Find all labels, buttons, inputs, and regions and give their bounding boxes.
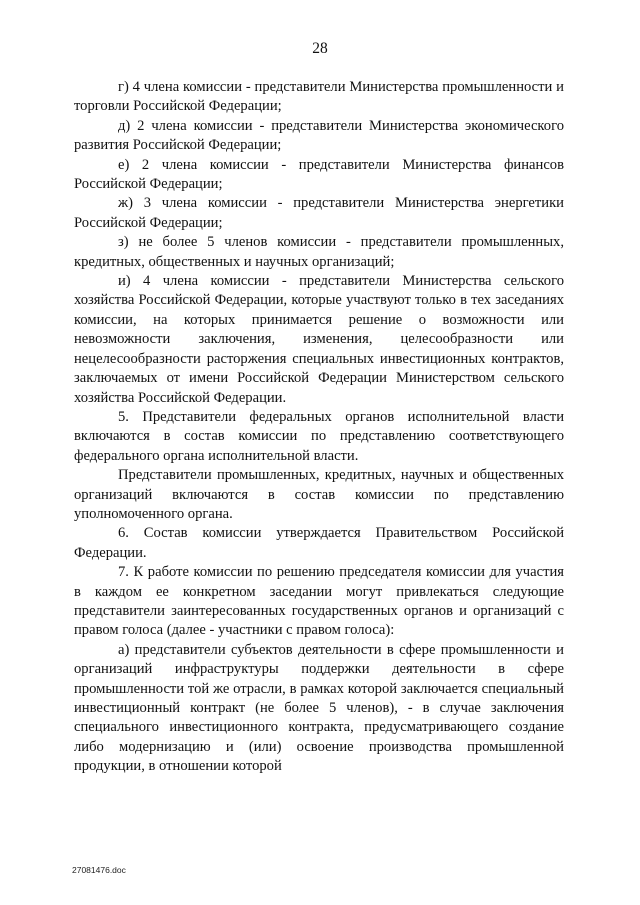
paragraph-e: е) 2 члена комиссии - представители Министерства финансов Российской Федерации; <box>74 156 564 193</box>
paragraph-z: з) не более 5 членов комиссии - представители промышленных, кредитных, общественных и научных организаций; <box>74 234 564 270</box>
paragraph-7a: а) представители субъектов деятельности в сфере промышленности и организаций инфраструктуры поддержки деятельности в сфере промышленности той же отрасли, в рамках которой заключается специальный инвестиционный контракт (не более 5 членов), - в случае заключения специального инвестиционного контракта, предусматривающего создание либо модернизацию и (или) освоение производства промышленной продукции, в отношении которой <box>74 641 564 775</box>
page-number: 28 <box>312 40 328 57</box>
footer-filename: 27081476.doc <box>72 865 126 875</box>
paragraph-7: 7. К работе комиссии по решению председателя комиссии для участия в каждом ее конкретном заседании могут привлекаться следующие представители заинтересованных государственных органов и организаций с правом голоса (далее - участники с правом голоса): <box>74 564 564 639</box>
paragraph-zh: ж) 3 члена комиссии - представители Министерства энергетики Российской Федерации; <box>74 195 564 231</box>
paragraph-i: и) 4 члена комиссии - представители Министерства сельского хозяйства Российской Федерации, которые участвуют только в тех заседаниях комиссии, на которых принимается решение о возможности или невозможности заключения, изменения, целесообразности или нецелесообразности расторжения специальных инвестиционных контрактов, заключаемых от имени Российской Федерации Министерством сельского хозяйства Российской Федерации. <box>74 273 564 406</box>
paragraph-5-cont: Представители промышленных, кредитных, научных и общественных организаций включаются в состав комиссии по представлению уполномоченного органа. <box>74 467 564 522</box>
document-body <box>74 78 564 777</box>
paragraph-d: д) 2 члена комиссии - представители Министерства экономического развития Российской Федерации; <box>74 117 564 154</box>
paragraph-5: 5. Представители федеральных органов исполнительной власти включаются в состав комиссии по представлению соответствующего федерального органа исполнительной власти. <box>74 408 564 464</box>
paragraph-g: г) 4 члена комиссии - представители Министерства промышленности и торговли Российской Федерации; <box>74 79 564 115</box>
paragraph-6: 6. Состав комиссии утверждается Правительством Российской Федерации. <box>74 525 564 561</box>
